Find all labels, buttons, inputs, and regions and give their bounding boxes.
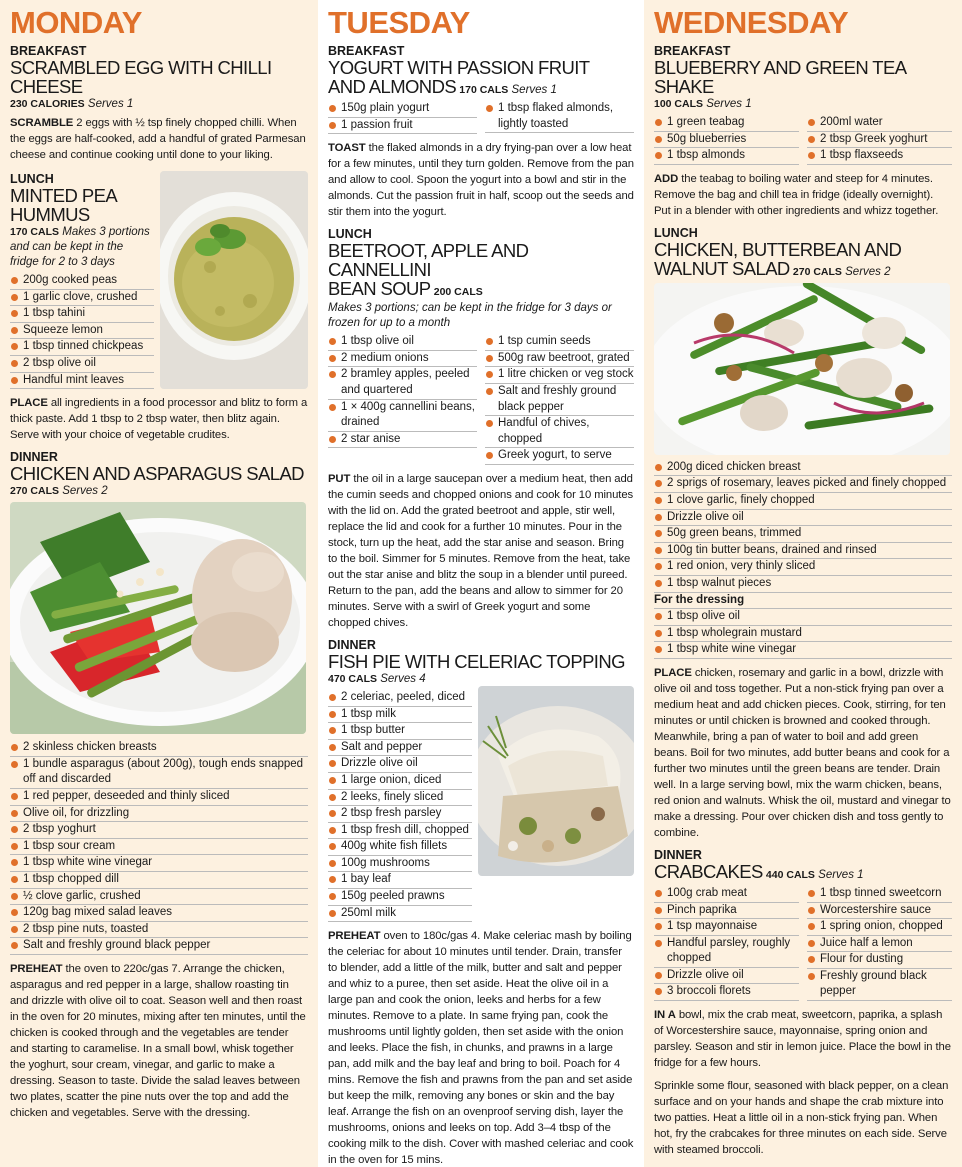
list-item: 1 tbsp butter (328, 723, 472, 740)
list-item: 2 leeks, finely sliced (328, 790, 472, 807)
ingredient-list (10, 740, 308, 955)
list-item: 2 bramley apples, peeled and quartered (328, 367, 477, 399)
method-text: ADD the teabag to boiling water and steep for 4 minutes. Remove the bag and chill tea in fridge (ideally overnight). Put in a blender with other ingredients and whizz together. (654, 172, 939, 217)
list-item: 1 tbsp white wine vinegar (10, 855, 308, 872)
list-item: 1 tbsp wholegrain mustard (654, 626, 952, 643)
recipe-meta: 170 CALS Makes 3 portions and can be kept in the fridge for 2 to 3 days (10, 226, 150, 268)
list-item: 1 tbsp olive oil (654, 609, 952, 626)
ingredient-columns (654, 115, 952, 165)
recipe-title: FISH PIE WITH CELERIAC TOPPING (328, 650, 625, 672)
recipe-meta: 270 CALS Serves 2 (10, 485, 108, 498)
list-item: 500g raw beetroot, grated (485, 351, 634, 368)
recipe-meta: 100 CALS Serves 1 (654, 98, 752, 110)
list-item: 1 tbsp tinned chickpeas (10, 339, 154, 356)
ingredient-columns (654, 886, 952, 1001)
list-item: 1 passion fruit (328, 118, 477, 135)
list-item: 1 tbsp tinned sweetcorn (807, 886, 952, 903)
list-item: Drizzle olive oil (328, 756, 472, 773)
list-item: Salt and freshly ground black pepper (10, 938, 308, 955)
ingredient-columns (328, 101, 634, 134)
section-label: DINNER (654, 847, 702, 862)
recipe-title: MINTED PEA (10, 185, 118, 206)
recipe-meta: AND ALMONDS 170 CALS Serves 1 (328, 76, 557, 97)
list-item: Juice half a lemon (807, 936, 952, 953)
tuesday-column (318, 0, 644, 1167)
list-item: 2 star anise (328, 432, 477, 449)
list-item: 3 broccoli florets (654, 984, 799, 1001)
list-item: 1 spring onion, chopped (807, 919, 952, 936)
recipe-meta: BEAN SOUP 200 CALS (328, 278, 483, 300)
list-item: Salt and freshly ground black pepper (485, 384, 634, 416)
method-text: IN A bowl, mix the crab meat, sweetcorn, paprika, a splash of Worcestershire sauce, mayonnaise, spring onion and parsley. Season and stir in lemon juice. Place the bowl in the fridge for a few hours. (654, 1009, 951, 1070)
list-item: 1 tbsp olive oil (328, 334, 477, 351)
list-item: Worcestershire sauce (807, 903, 952, 920)
recipe-title: BEETROOT, APPLE AND CANNELLINI (328, 240, 529, 281)
list-item: ½ clove garlic, crushed (10, 889, 308, 906)
method-text: Sprinkle some flour, seasoned with black pepper, on a clean surface and on your hands and shape the crab mixture into two patties. Heat a little oil in a non-stick frying pan. When hot, fry the crabcakes for three minutes on each side. Serve with steamed broccoli. (654, 1080, 949, 1157)
list-item: Handful mint leaves (10, 373, 154, 390)
list-item: Pinch paprika (654, 903, 799, 920)
list-item: 2 medium onions (328, 351, 477, 368)
list-item: 1 large onion, diced (328, 773, 472, 790)
dinner-block (328, 690, 634, 922)
ingredient-list (654, 115, 799, 165)
list-item: 1 bundle asparagus (about 200g), tough ends snapped off and discarded (10, 757, 308, 789)
ingredient-list (328, 334, 477, 465)
ingredient-list (328, 101, 477, 134)
wednesday-column (644, 0, 962, 1167)
list-item: 1 tbsp almonds (654, 148, 799, 165)
list-item: Salt and pepper (328, 740, 472, 757)
fish-pie-photo (478, 686, 634, 876)
recipe-title: CRABCAKES (654, 860, 763, 882)
ingredient-list (10, 273, 154, 389)
ingredient-list (485, 334, 634, 465)
recipe-title: BLUEBERRY AND GREEN TEA SHAKE (654, 57, 906, 97)
chicken-salad-photo (10, 502, 306, 734)
hummus-photo (160, 171, 308, 389)
list-item: 1 tsp cumin seeds (485, 334, 634, 351)
method-text: PLACE all ingredients in a food processor and blitz to form a thick paste. Add 1 tbsp to 2 tbsp water, then blitz again. Serve with your choice of vegetable crudites. (10, 397, 308, 442)
ingredient-list (654, 886, 799, 1001)
recipe-meta: WALNUT SALAD 270 CALS Serves 2 (654, 257, 891, 279)
method-text: TOAST the flaked almonds in a dry frying-pan over a low heat for a few minutes, until they turn golden. Remove from the pan and allow to cool. Spoon the yogurt into a bowl and stir in the almonds. Cut the passion fruit in half, scoop out the seeds and stir them into the yogurt. (328, 142, 634, 219)
list-item: 200ml water (807, 115, 952, 132)
list-item: 2 tbsp pine nuts, toasted (10, 922, 308, 939)
list-item: 1 tbsp fresh dill, chopped (328, 823, 472, 840)
list-item: 120g bag mixed salad leaves (10, 905, 308, 922)
list-item: Drizzle olive oil (654, 510, 952, 527)
list-item: 1 tsp mayonnaise (654, 919, 799, 936)
section-label: LUNCH (10, 172, 54, 186)
list-item: 400g white fish fillets (328, 839, 472, 856)
recipe-title: YOGURT WITH PASSION FRUIT (328, 57, 590, 78)
recipe-title: CHICKEN, BUTTERBEAN AND (654, 238, 902, 260)
ingredient-list (654, 460, 952, 659)
list-item: 150g peeled prawns (328, 889, 472, 906)
method-text: PREHEAT the oven to 220c/gas 7. Arrange the chicken, asparagus and red pepper in a large, shallow roasting tin and drizzle with olive oil to coat. Season well and then roast in the oven for 20 minutes, mixing after ten minutes, until the chicken is cooked through and the vegetables are tender and starting to caramelise. In a small bowl, whisk together the yoghurt, sour cream, vinegar, and garlic to make a dressing. Season to taste. Divide the salad leaves between two plates, scatter the pine nuts over the top and add the chicken and vegetables. Serve with the dressing. (10, 962, 306, 1119)
list-item: 50g blueberries (654, 132, 799, 149)
method-text: PLACE chicken, rosemary and garlic in a bowl, drizzle with olive oil and toss together. Put a non-stick frying pan over a medium heat and add chicken pieces. Cook, stirring, for ten minutes or until chicken is browned and cooked through. Meanwhile, bring a pan of water to boil and add green beans. Boil for two minutes, add butter beans and cook for a further two minutes until the green beans are tender. Drain well. In a large serving bowl, mix the warm chicken, beans, red onion and walnuts. Whisk the oil, mustard and vinegar to make a dressing. Pour over chicken dish and toss gently to combine. (654, 666, 951, 839)
section-label: LUNCH (328, 227, 372, 242)
list-item: 1 tbsp white wine vinegar (654, 642, 952, 659)
recipe-title: CHICKEN AND ASPARAGUS SALAD (10, 463, 304, 485)
list-item: 1 red pepper, deseeded and thinly sliced (10, 789, 308, 806)
list-item: 1 tbsp tahini (10, 306, 154, 323)
list-item: 1 tbsp milk (328, 707, 472, 724)
list-item: 1 bay leaf (328, 872, 472, 889)
day-heading: MONDAY (10, 5, 142, 40)
dressing-label: For the dressing (654, 593, 952, 610)
recipe-meta (10, 97, 308, 112)
list-item: 1 tbsp flaked almonds, lightly toasted (485, 101, 634, 133)
list-item: 200g cooked peas (10, 273, 154, 290)
section-label: DINNER (328, 637, 376, 652)
recipe-title: SCRAMBLED EGG WITH CHILLI CHEESE (10, 57, 272, 97)
list-item: 2 skinless chicken breasts (10, 740, 308, 757)
list-item: 200g diced chicken breast (654, 460, 952, 477)
ingredient-columns (328, 334, 634, 465)
list-item: Squeeze lemon (10, 323, 154, 340)
recipe-note: Makes 3 portions; can be kept in the fridge for 3 days or frozen for up to a month (328, 302, 612, 330)
list-item: 250ml milk (328, 906, 472, 923)
list-item: Drizzle olive oil (654, 968, 799, 985)
monday-column (0, 0, 318, 1167)
list-item: 1 green teabag (654, 115, 799, 132)
list-item: 150g plain yogurt (328, 101, 477, 118)
list-item: Handful parsley, roughly chopped (654, 936, 799, 968)
list-item: 1 red onion, very thinly sliced (654, 559, 952, 576)
list-item: Flour for dusting (807, 952, 952, 969)
list-item: 1 litre chicken or veg stock (485, 367, 634, 384)
list-item: 2 tbsp Greek yoghurt (807, 132, 952, 149)
list-item: 100g mushrooms (328, 856, 472, 873)
section-label: BREAKFAST (654, 44, 731, 58)
list-item: 100g crab meat (654, 886, 799, 903)
chicken-bean-salad-photo (654, 283, 950, 455)
serves: Serves 1 (87, 98, 134, 110)
list-item: 1 × 400g cannellini beans, drained (328, 400, 477, 432)
ingredient-list (807, 886, 952, 1001)
list-item: 1 tbsp chopped dill (10, 872, 308, 889)
list-item: 2 tbsp yoghurt (10, 822, 308, 839)
ingredient-list (807, 115, 952, 165)
list-item: Greek yogurt, to serve (485, 448, 634, 465)
recipe-meta: CRABCAKES 440 CALS Serves 1 (654, 860, 864, 882)
method-text: SCRAMBLE 2 eggs with ½ tsp finely chopped chilli. When the eggs are half-cooked, add a handful of grated Parmesan cheese and continue cooking until done to your liking. (10, 117, 306, 161)
ingredient-list (485, 101, 634, 134)
section-label: DINNER (10, 450, 58, 465)
day-heading: TUESDAY (328, 5, 470, 40)
list-item: Freshly ground black pepper (807, 969, 952, 1001)
recipe-title: HUMMUS (10, 204, 90, 225)
ingredient-list (328, 690, 472, 922)
list-item: 1 clove garlic, finely chopped (654, 493, 952, 510)
list-item: 2 tbsp fresh parsley (328, 806, 472, 823)
list-item: 1 garlic clove, crushed (10, 290, 154, 307)
lunch-block (10, 170, 308, 389)
method-text: PUT the oil in a large saucepan over a medium heat, then add the cumin seeds and chopped onions and cook for 10 minutes with the lid on. Add the grated beetroot and apple, stir well, replace the lid and cook for a further 10 minutes. Pour in the stock, turn up the heat, add the star anise and season. Bring to the boil. Simmer for 5 minutes. Remove from the heat, take out the star anise and blitz the soup in a blender until pureed. Return to the pan, add the beans and allow to simmer for 20 minutes. Serve with a swirl of Greek yogurt and some chopped chives. (328, 472, 634, 629)
list-item: Handful of chives, chopped (485, 416, 634, 448)
section-label: BREAKFAST (328, 44, 405, 58)
list-item: 1 tbsp flaxseeds (807, 148, 952, 165)
section-label: LUNCH (654, 225, 698, 240)
recipe-meta: 470 CALS Serves 4 (328, 672, 426, 685)
list-item: 2 tbsp olive oil (10, 356, 154, 373)
day-heading: WEDNESDAY (654, 5, 849, 40)
list-item: 1 tbsp walnut pieces (654, 576, 952, 593)
list-item: 2 celeriac, peeled, diced (328, 690, 472, 707)
list-item: 2 sprigs of rosemary, leaves picked and finely chopped (654, 476, 952, 493)
calories: 230 CALORIES (10, 98, 85, 110)
list-item: Olive oil, for drizzling (10, 806, 308, 823)
section-label: BREAKFAST (10, 44, 87, 58)
list-item: 1 tbsp sour cream (10, 839, 308, 856)
list-item: 100g tin butter beans, drained and rinsed (654, 543, 952, 560)
list-item: 50g green beans, trimmed (654, 526, 952, 543)
method-text: PREHEAT oven to 180c/gas 4. Make celeriac mash by boiling the celeriac for about 10 minutes until tender. Drain, transfer to blender, add a little of the milk, butter and salt and pepper and whiz to a puree, then set aside. Heat the olive oil in a large pan and cook the onion, leeks and herbs for a few minutes. Remove to a plate. In same frying pan, cook the mushrooms until lightly golden, then set aside with the onion and leeks. Place the fish, in chunks, and prawns in a large pan, add milk and the bay leaf and bring to boil. Poach for 4 mins. Remove the fish and prawns from the pan and set aside but keep the milk, removing any bones or skin and the bay leaf. Arrange the fish on an ovenproof serving dish, layer the mushrooms, onions and leeks on top. Add 3–4 tbsp of the cooking milk to the dish. Cover with mashed celeriac and cook in the oven for 15 mins. (328, 930, 634, 1167)
